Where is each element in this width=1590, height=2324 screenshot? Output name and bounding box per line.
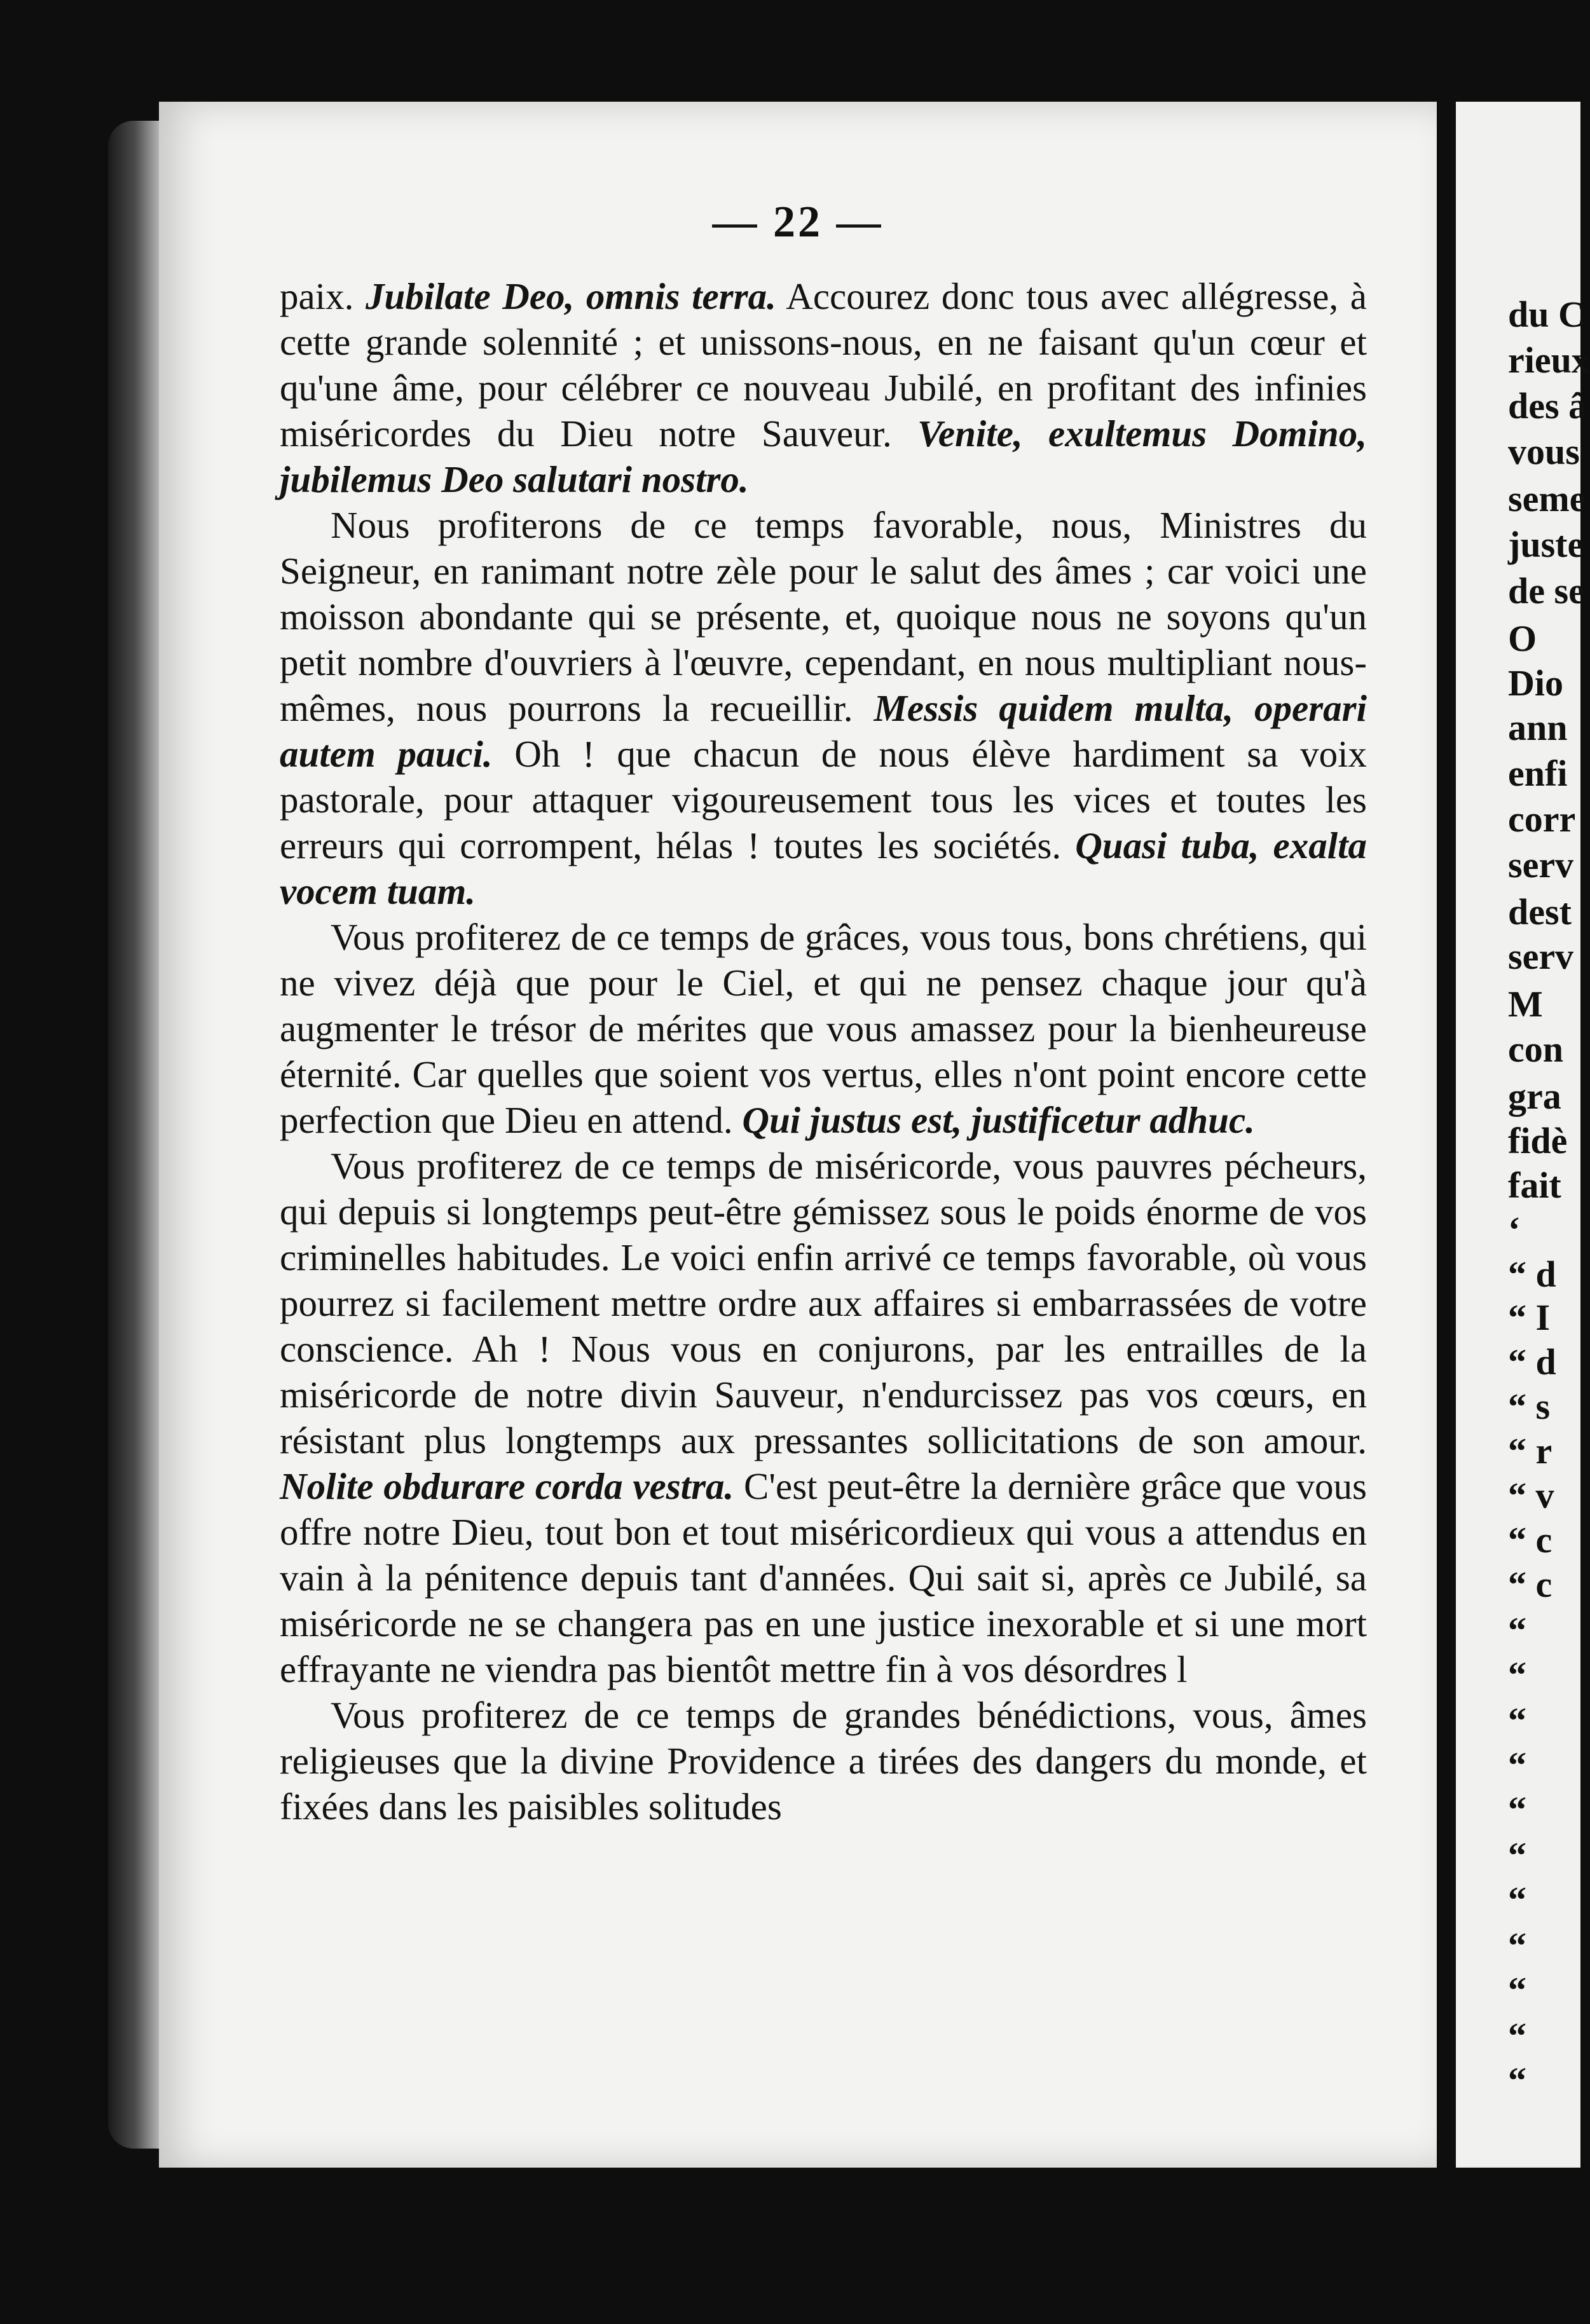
- adjacent-page-text-fragment: “: [1508, 1969, 1526, 2011]
- adjacent-page-text-fragment: “ d: [1508, 1254, 1556, 1295]
- adjacent-page-text-fragment: “ s: [1508, 1386, 1551, 1427]
- adjacent-page-text-fragment: seme: [1508, 478, 1586, 519]
- paragraph-text: C'est peut-être la dernière grâce que vous offre notre Dieu, tout bon et tout miséricordieux qui vous a attendus en vain à la pénitence depuis tant d'années. Qui sait si, après ce Jubilé, sa miséricorde ne se changera pas en une justice inexorable et si une mort effrayante ne viendra pas bientôt mettre fin à vos désordres l: [280, 1465, 1367, 1690]
- adjacent-page-text-fragment: “: [1508, 1744, 1526, 1786]
- paragraph-text: Vous profiterez de ce temps de grandes bénédictions, vous, âmes religieuses que la divine Providence a tirées des dangers du monde, et fixées dans les paisibles solitudes: [280, 1694, 1367, 1828]
- adjacent-page-text-fragment: M: [1508, 983, 1543, 1025]
- paragraph-text: Nous profiterons de ce temps favorable, nous, Ministres du Seigneur, en ranimant notre zèle pour le salut des âmes ; car voici une moisson abondante qui se présente, et, quoique nous ne soyons qu'un petit nombre d'ouvriers à l'œuvre, cependant, en nous multipliant nous-mêmes, nous pourrons la recueillir.: [280, 504, 1367, 729]
- adjacent-page-text-fragment: corr: [1508, 798, 1576, 840]
- adjacent-page-text-fragment: du C: [1508, 294, 1585, 335]
- book-page: [159, 102, 1437, 2168]
- adjacent-page-text-fragment: serv: [1508, 844, 1574, 885]
- paragraph-text: Oh ! que chacun de nous élève hardiment sa voix pastorale, pour attaquer vigoureusement tous les vices et toutes les erreurs qui corrompent, hélas ! toutes les sociétés.: [280, 733, 1367, 866]
- adjacent-page-text-fragment: “: [1508, 1879, 1526, 1920]
- adjacent-page-text-fragment: de se: [1508, 570, 1585, 612]
- adjacent-page-text-fragment: O: [1508, 618, 1537, 659]
- latin-quotation: Qui justus est, justificetur adhuc.: [742, 1099, 1255, 1141]
- adjacent-page-text-fragment: des â: [1508, 385, 1587, 427]
- adjacent-page-text-fragment: “ c: [1508, 1564, 1552, 1605]
- latin-quotation: Jubilate Deo, omnis terra.: [365, 275, 776, 317]
- adjacent-page-text-fragment: ann: [1508, 707, 1568, 748]
- adjacent-page-text-fragment: “ I: [1508, 1297, 1551, 1338]
- paragraph: [280, 273, 1367, 502]
- adjacent-page-text-fragment: con: [1508, 1029, 1563, 1070]
- adjacent-page-text-fragment: “: [1508, 2015, 1526, 2056]
- latin-quotation: Venite, exultemus Domino, jubilemus Deo salutari nostro.: [280, 413, 1367, 500]
- paragraph-text: Vous profiterez de ce temps de grâces, vous tous, bons chrétiens, qui ne vivez déjà que pour le Ciel, et qui ne pensez chaque jour qu'à augmenter le trésor de mérites que vous amassez pour la bienheureuse éternité. Car quelles que soient vos vertus, elles n'ont point encore cette perfection que Dieu en attend.: [280, 916, 1367, 1141]
- adjacent-page-text-fragment: “: [1508, 1925, 1526, 1966]
- adjacent-page-text-fragment: rieux: [1508, 339, 1590, 381]
- paragraph-text: Accourez donc tous avec allégresse, à cette grande solennité ; et unissons-nous, en ne faisant qu'un cœur et qu'une âme, pour célébrer ce nouveau Jubilé, en profitant des infinies miséricordes du Dieu notre Sauveur.: [280, 275, 1367, 455]
- adjacent-page-text-fragment: “: [1508, 2060, 1526, 2101]
- adjacent-page-edge: [1456, 102, 1590, 2168]
- adjacent-page-text-fragment: “ c: [1508, 1519, 1552, 1561]
- adjacent-page-text-fragment: dest: [1508, 891, 1572, 933]
- adjacent-page-text-fragment: fait: [1508, 1165, 1561, 1206]
- adjacent-page-text-fragment: ‘: [1508, 1209, 1521, 1250]
- adjacent-page-text-fragment: “: [1508, 1789, 1526, 1830]
- paragraph-text: paix.: [280, 275, 366, 317]
- adjacent-page-text-fragment: “ r: [1508, 1430, 1552, 1472]
- adjacent-page-text-fragment: “: [1508, 1654, 1526, 1695]
- page-body-text: [280, 273, 1367, 1829]
- adjacent-page-text-fragment: enfi: [1508, 753, 1568, 794]
- paragraph: [280, 1692, 1367, 1829]
- latin-quotation: Messis quidem multa, operari autem pauci.: [280, 687, 1367, 775]
- adjacent-page-text-fragment: juste: [1508, 524, 1584, 565]
- adjacent-page-text-fragment: “: [1508, 1835, 1526, 1876]
- page-number: — 22 —: [712, 198, 884, 247]
- latin-quotation: Quasi tuba, exalta vocem tuam.: [280, 824, 1367, 912]
- adjacent-page-text-fragment: “: [1508, 1700, 1526, 1741]
- paragraph: [280, 1143, 1367, 1692]
- adjacent-page-text-fragment: gra: [1508, 1076, 1561, 1117]
- adjacent-page-text-fragment: serv: [1508, 936, 1574, 977]
- adjacent-page-text-fragment: vous: [1508, 431, 1580, 472]
- adjacent-page-text-fragment: “ d: [1508, 1341, 1556, 1383]
- paragraph: [280, 502, 1367, 914]
- adjacent-page-text-fragment: “: [1508, 1610, 1526, 1651]
- adjacent-page-text-fragment: Dio: [1508, 662, 1563, 704]
- adjacent-page-text-fragment: fidè: [1508, 1120, 1568, 1161]
- paragraph-text: Vous profiterez de ce temps de miséricorde, vous pauvres pécheurs, qui depuis si longtemps peut-être gémissez sous le poids énorme de vos criminelles habitudes. Le voici enfin arrivé ce temps favorable, où vous pourrez si facilement mettre ordre aux affaires si embarrassées de votre conscience. Ah ! Nous vous en conjurons, par les entrailles de la miséricorde de notre divin Sauveur, n'endurcissez pas vos cœurs, en résistant plus longtemps aux pressantes sollicitations de son amour.: [280, 1145, 1367, 1461]
- latin-quotation: Nolite obdurare corda vestra.: [280, 1465, 734, 1507]
- paragraph: [280, 914, 1367, 1143]
- adjacent-page-text-fragment: “ v: [1508, 1475, 1554, 1516]
